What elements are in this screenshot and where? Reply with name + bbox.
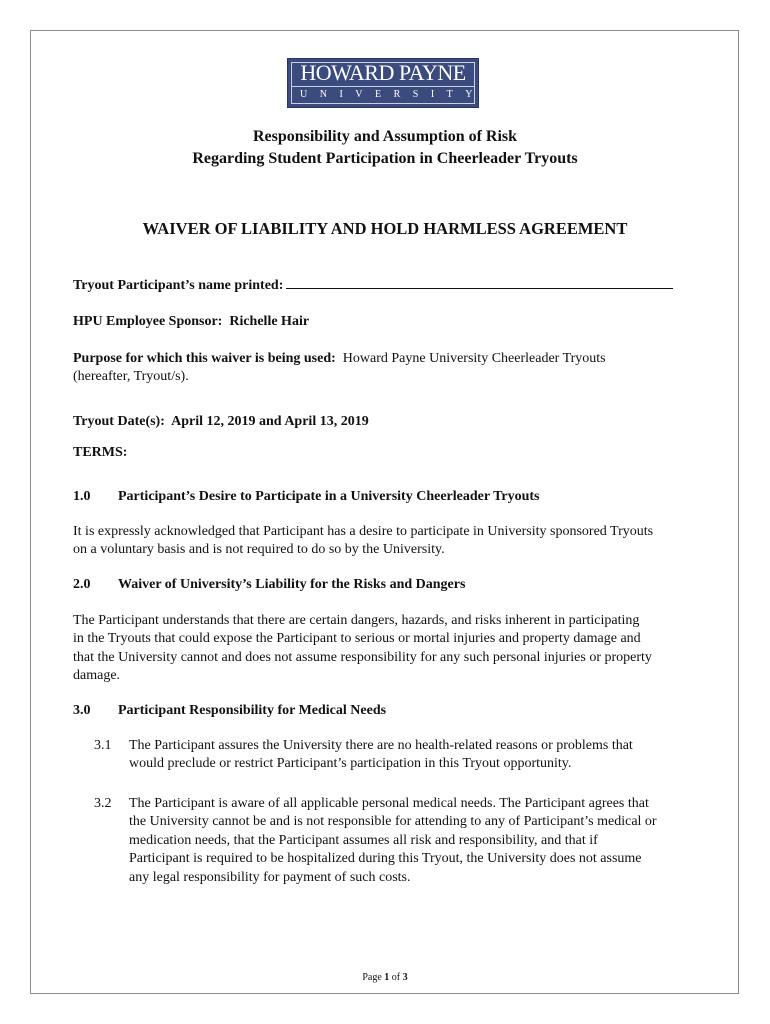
logo-wordmark: HOWARD PAYNE	[300, 60, 466, 85]
tryout-dates-field	[73, 413, 369, 431]
document-title-line-2: Regarding Student Participation in Cheerleader Tryouts	[192, 150, 578, 167]
section-3-2	[94, 795, 734, 890]
section-3-heading	[73, 702, 386, 720]
section-3-1-line: would preclude or restrict Participant’s participation in this Tryout opportunity.	[129, 756, 572, 772]
section-3-1-number: 3.1	[94, 738, 112, 753]
purpose-value-line-1: Howard Payne University Cheerleader Tryouts	[342, 351, 606, 366]
participant-name-blank[interactable]	[286, 275, 673, 289]
section-1-line: It is expressly acknowledged that Participant has a desire to participate in University sponsored Tryouts	[73, 524, 654, 539]
total-pages: 3	[402, 972, 408, 983]
section-3-2-number: 3.2	[94, 796, 112, 811]
section-1-body	[73, 523, 653, 560]
section-2-line: that the University cannot and does not assume responsibility for any such personal injuries or property	[73, 649, 652, 665]
participant-name-label: Tryout Participant’s name printed:	[73, 278, 284, 293]
section-1-title: Participant’s Desire to Participate in a University Cheerleader Tryouts	[118, 489, 540, 504]
section-3-1-body	[129, 737, 633, 774]
section-3-2-line: the University cannot be and is not responsible for attending to any of Participant’s medical or	[129, 814, 657, 830]
section-2-heading	[73, 576, 465, 594]
page-word: Page	[362, 972, 382, 983]
section-3-title: Participant Responsibility for Medical Needs	[118, 703, 387, 718]
document-title-line-1: Responsibility and Assumption of Risk	[252, 128, 518, 145]
section-3-2-line: medication needs, that the Participant assumes all risk and responsibility, and that if	[129, 832, 598, 848]
section-3-2-line: The Participant is aware of all applicable personal medical needs. The Participant agrees that	[129, 796, 649, 811]
current-page: 1	[384, 972, 390, 983]
tryout-dates-value: April 12, 2019 and April 13, 2019	[171, 414, 369, 429]
section-2-title: Waiver of University’s Liability for the Risks and Dangers	[118, 577, 466, 592]
purpose-value-line-2: (hereafter, Tryout/s).	[73, 369, 189, 384]
tryout-dates-label: Tryout Date(s):	[73, 414, 165, 429]
sponsor-label: HPU Employee Sponsor:	[73, 314, 223, 329]
section-2-number: 2.0	[73, 577, 91, 592]
section-1-line: on a voluntary basis and is not required to do so by the University.	[73, 542, 445, 558]
section-3-2-line: any legal responsibility for payment of such costs.	[129, 869, 411, 885]
section-3-number: 3.0	[73, 703, 91, 718]
logo-subtitle: UNIVERSITY	[300, 89, 485, 100]
sponsor-value: Richelle Hair	[229, 314, 310, 329]
section-3-2-body	[129, 795, 657, 887]
waiver-heading: WAIVER OF LIABILITY AND HOLD HARMLESS AGREEMENT	[142, 219, 628, 238]
terms-label: TERMS:	[73, 445, 128, 460]
section-2-body	[73, 612, 652, 686]
section-3-1	[94, 737, 734, 777]
section-1-number: 1.0	[73, 489, 91, 504]
logo-divider	[291, 86, 475, 87]
section-2-line: in the Tryouts that could expose the Participant to serious or mortal injuries and property damage and	[73, 631, 641, 647]
participant-name-field	[73, 275, 673, 295]
section-2-line: damage.	[73, 668, 121, 684]
purpose-label: Purpose for which this waiver is being used:	[73, 351, 336, 366]
section-1-heading	[73, 488, 539, 506]
section-3-2-line: Participant is required to be hospitalized during this Tryout, the University does not assume	[129, 851, 642, 867]
university-logo	[287, 58, 485, 108]
purpose-field	[73, 350, 606, 368]
page-number	[0, 972, 770, 983]
section-2-line: The Participant understands that there are certain dangers, hazards, and risks inherent in participating	[73, 613, 640, 628]
section-3-1-line: The Participant assures the University there are no health-related reasons or problems that	[129, 738, 633, 753]
of-word: of	[391, 972, 401, 983]
sponsor-field	[73, 313, 309, 331]
